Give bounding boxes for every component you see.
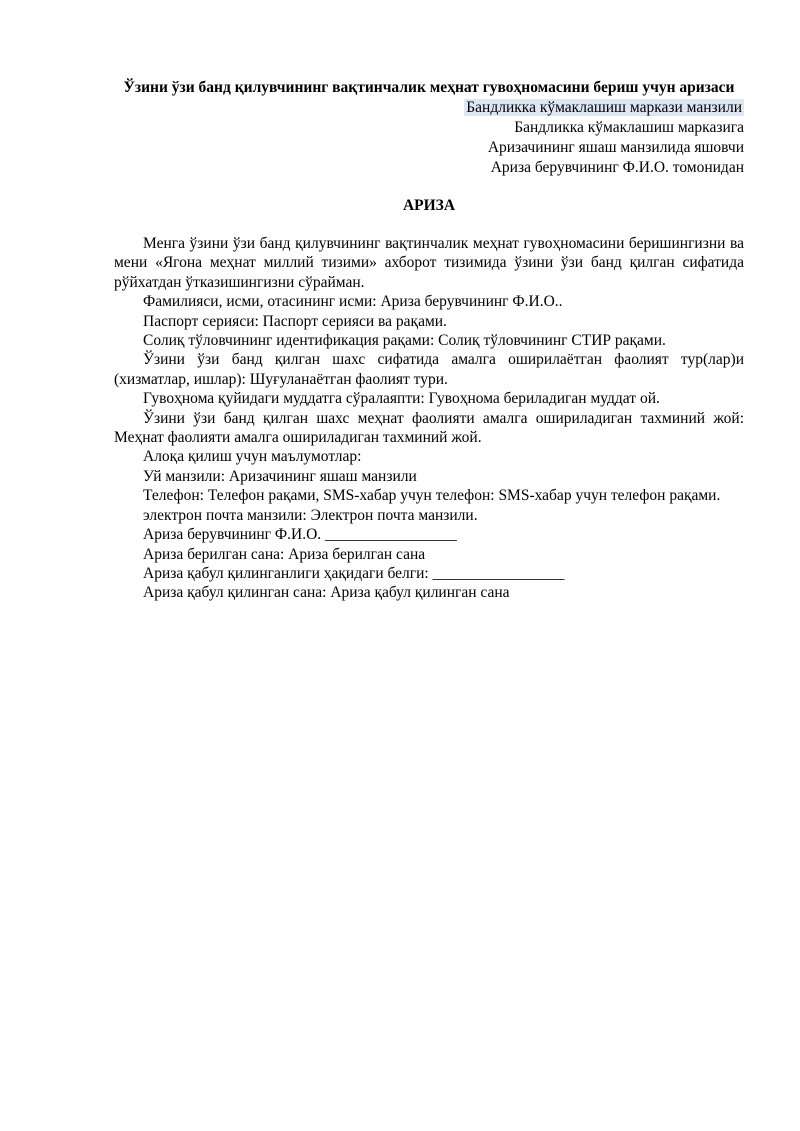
selected-text-highlight[interactable]: Бандликка кўмаклашиш маркази манзили	[466, 99, 742, 116]
addressee-resident: Аризачининг яшаш манзилида яшовчи	[487, 139, 744, 156]
addressee-to-center: Бандликка кўмаклашиш марказига	[514, 119, 744, 136]
field-activity: Ўзини ўзи банд қилган шахс сифатида амалга оширилаётган фаолият тур(лар)и (хизматлар, ишлар): Шуғуланаётган фаолият тури.	[114, 351, 744, 388]
field-contact-header: Алоқа қилиш учун маълумотлар:	[143, 448, 362, 466]
field-email: электрон почта манзили: Электрон почта манзили.	[143, 506, 478, 524]
addressee-from-applicant: Ариза берувчининг Ф.И.О. томонидан	[490, 159, 744, 176]
body-paragraph: Менга ўзини ўзи банд қилувчининг вақтинчалик меҳнат гувоҳномасини беришингизни ва мени «Ягона меҳнат миллий тизими» ахборот тизимида ўзини ўзи банд қилган сифатида рўйхатдан ўтказишингизни сўрайман.	[114, 235, 744, 291]
field-home-address: Уй манзили: Аризачининг яшаш манзили	[143, 467, 417, 485]
document-title: Ўзини ўзи банд қилувчининг вақтинчалик меҳнат гувоҳномасини бериш учун аризаси	[123, 79, 735, 96]
field-signature: Ариза берувчининг Ф.И.О. _________________	[143, 526, 457, 544]
field-full-name: Фамилияси, исми, отасининг исми: Ариза берувчининг Ф.И.О..	[143, 293, 563, 311]
field-period: Гувоҳнома қуйидаги муддатга сўралаяпти: Гувоҳнома бериладиган муддат ой.	[143, 390, 660, 408]
application-heading: АРИЗА	[402, 197, 456, 214]
document-page	[114, 78, 744, 603]
addressee-block	[114, 98, 744, 178]
field-acceptance-mark: Ариза қабул қилинганлиги ҳақидаги белги: _________________	[143, 564, 565, 582]
addressee-center-address	[114, 98, 744, 118]
field-accepted-date: Ариза қабул қилинган сана: Ариза қабул қилинган сана	[143, 584, 510, 602]
field-passport: Паспорт серияси: Паспорт серияси ва рақами.	[143, 312, 447, 330]
field-location: Ўзини ўзи банд қилган шахс меҳнат фаолияти амалга ошириладиган тахминий жой: Меҳнат фаолияти амалга ошириладиган тахминий жой.	[114, 409, 744, 447]
field-tin: Солиқ тўловчининг идентификация рақами: Солиқ тўловчининг СТИР рақами.	[143, 332, 666, 350]
field-submitted-date: Ариза берилган сана: Ариза берилган сана	[143, 545, 426, 563]
field-phone: Телефон: Телефон рақами, SMS-хабар учун телефон: SMS-хабар учун телефон рақами.	[143, 487, 721, 505]
